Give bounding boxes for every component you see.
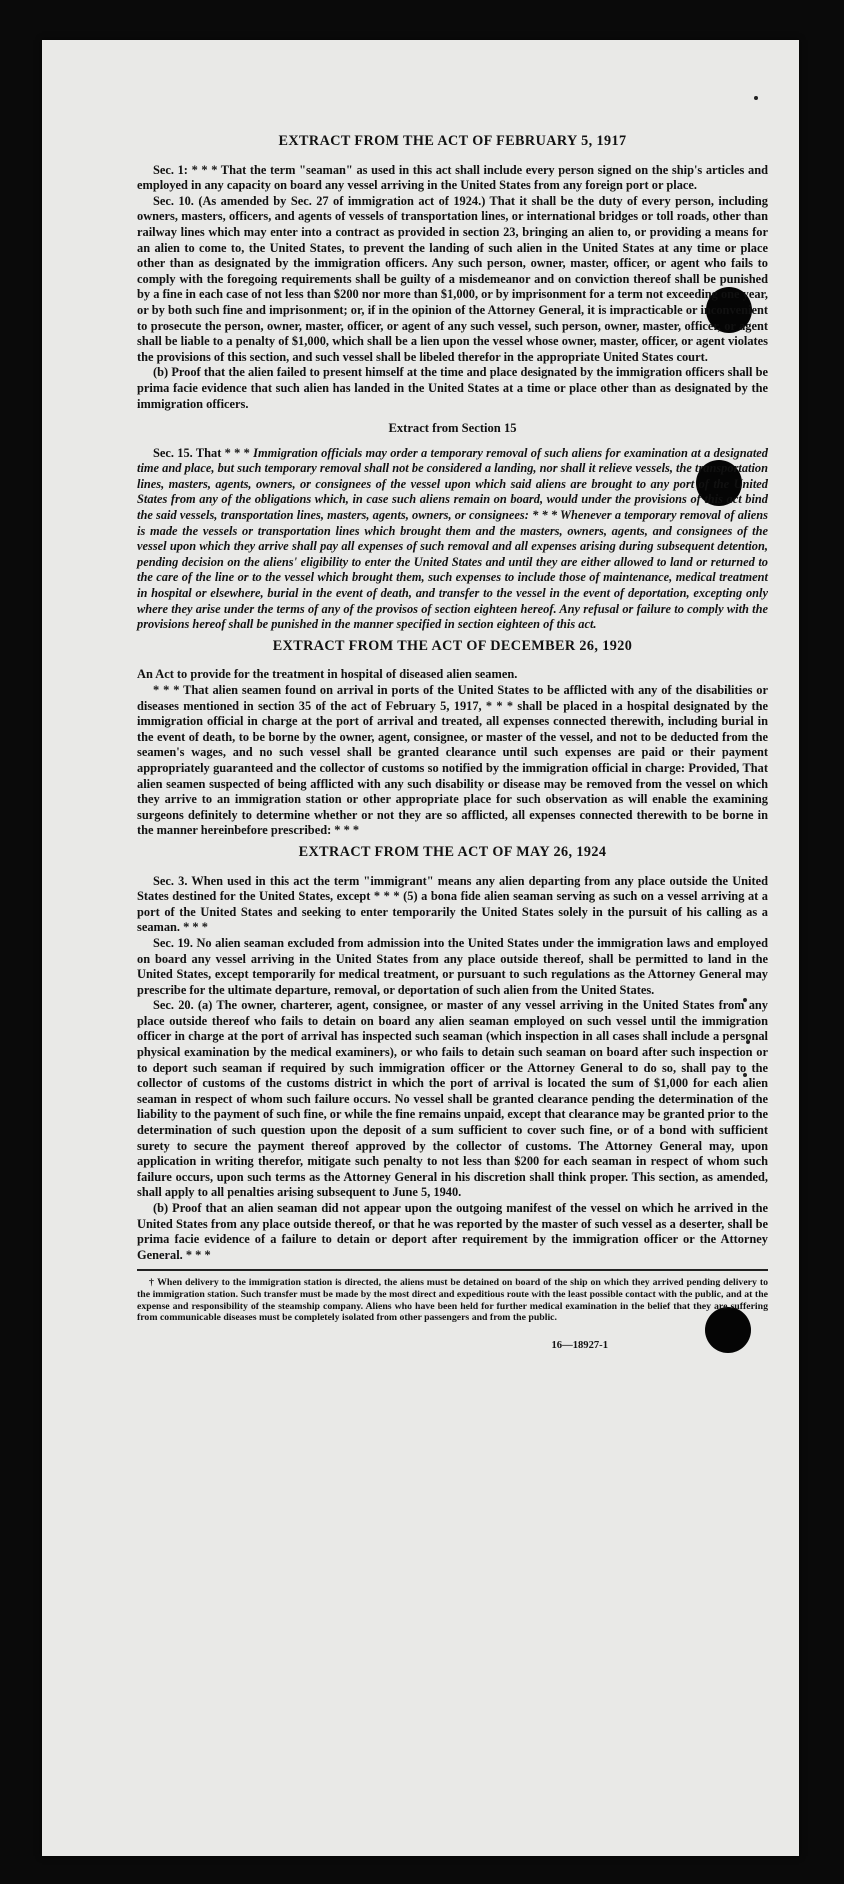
paragraph-sec-10: Sec. 10. (As amended by Sec. 27 of immigration act of 1924.) That it shall be the duty of every person, including owners, masters, officers, and agents of vessels of transportation lines, or international bridges or toll roads, other than railway lines which may enter into a contract as provided in section 23, bringing an alien to, or providing a means for an alien to come to, the United States, to prevent the landing of such alien in the United States at any time or place other than as designated by the immigration officers. Any such person, owner, master, officer, or agent who fails to comply with the foregoing requirements shall be guilty of a misdemeanor and on conviction thereof shall be punished by a fine in each case of not less than $200 nor more than $1,000, or by imprisonment for a term not exceeding one year, or by both such fine and imprisonment; or, if in the opinion of the Attorney General, it is impracticable or inconvenient to prosecute the person, owner, master, officer, or agent of any such vessel, such person, owner, master, officer, or agent shall be liable to a penalty of $1,000, which shall be a lien upon the vessel whose owner, master, officer, or agent violates the provisions of this section, and such vessel shall be libeled therefor in the appropriate United States court. <box>137 193 768 364</box>
section-heading-1920: EXTRACT FROM THE ACT OF DECEMBER 26, 1920 <box>272 637 633 654</box>
paragraph-sec-20-b: (b) Proof that an alien seaman did not appear upon the outgoing manifest of the vessel on which he arrived in the United States from any place outside thereof, or that he was reported by the master of such vessel as a deserter, shall be prima facie evidence of a failure to detain or deport after requirement by the immigration officer or the Attorney General. * * * <box>137 1201 768 1262</box>
sec-15-italic-text: Immigration officials may order a temporary removal of such aliens for examination at a designated time and place, but such temporary removal shall not be considered a landing, nor shall it relieve vessels, the transportation lines, masters, agents, owners, or consignees of the vessel upon which said aliens are brought to any port of the United States from any of the obligations which, in case such aliens remain on board, would under the provisions of this act bind the said vessels, transportation lines, masters, agents, owners, or consignees: * * * Whenever a temporary removal of aliens is made the vessels or transportation lines which brought them and the masters, owners, agents, and consignees of the vessel upon which they arrive shall pay all expenses of such removal and all expenses arising during subsequent detention, pending decision on the aliens' eligibility to enter the United States and until they are either allowed to land or returned to the care of the line or to the vessel which brought them, such expenses to include those of maintenance, medical treatment in hospital or elsewhere, burial in the event of death, and transfer to the vessel in the event of deportation, excepting only where they arise under the terms of any of the provisos of section eighteen hereof. Any refusal or failure to comply with the provisions hereof shall be punished in the manner specified in section eighteen of this act. <box>137 445 768 632</box>
section-heading-1924: EXTRACT FROM THE ACT OF MAY 26, 1924 <box>298 843 607 860</box>
footnote-text: † When delivery to the immigration station is directed, the aliens must be detained on board of the ship on which they arrived pending delivery to the immigration station. Such transfer must be made by the most direct and expeditious route with the least possible contact with the public, and at the expense and responsibility of the steamship company. Aliens who have been held for further medical examination in the belief that they are suffering from communicable diseases must be completely isolated from other passengers and from the public. <box>137 1277 768 1324</box>
footnote <box>137 1277 768 1323</box>
paragraph-1920-intro: An Act to provide for the treatment in hospital of diseased alien seamen. <box>137 667 518 682</box>
paragraph-sec-15 <box>137 446 768 633</box>
section-heading-1917: EXTRACT FROM THE ACT OF FEBRUARY 5, 1917 <box>278 133 627 149</box>
paragraph-sec-20-a: Sec. 20. (a) The owner, charterer, agent, consignee, or master of any vessel arriving in the United States from any place outside thereof who fails to detain on board any alien seaman employed on such vessel until the immigration officer in charge at the port of arrival has inspected such seaman (which inspection in all cases shall include a personal physical examination by the medical examiners), or who fails to detain such seaman on board after such inspection or to deport such seaman if required by such immigration officer or the Attorney General to do so, shall pay to the collector of customs of the customs district in which the port of arrival is located the sum of $1,000 for each alien seaman in respect of whom such failure occurs. No vessel shall be granted clearance pending the determination of the liability to the payment of such fine, or while the fine remains unpaid, except that clearance may be granted prior to the determination of such question upon the deposit of a sum sufficient to cover such fine, or of a bond with sufficient surety to secure the payment thereof approved by the collector of customs. The Attorney General may, upon application in writing therefor, mitigate such penalty to not less than $200 for each seaman in respect of whom such failure occurs, upon such terms as the Attorney General in his discretion shall think proper. This section, as amended, shall apply to all penalties arising subsequent to June 5, 1940. <box>137 998 768 1200</box>
footnote-rule <box>137 1269 768 1271</box>
paragraph-sec-10-b: (b) Proof that the alien failed to present himself at the time and place designated by the immigration officers shall be prima facie evidence that such alien has landed in the United States at a time or place other than as designated by the immigration officers. <box>137 365 768 411</box>
speck <box>754 96 758 100</box>
paragraph-sec-19: Sec. 19. No alien seaman excluded from admission into the United States under the immigration laws and employed on board any vessel arriving in the United States from any place outside thereof, shall be permitted to land in the United States, except temporarily for medical treatment, or pursuant to such regulations as the Attorney General may prescribe for the ultimate departure, removal, or deportation of such alien from the United States. <box>137 935 768 997</box>
document-number: 16—18927-1 <box>551 1339 608 1351</box>
paragraph-sec-3: Sec. 3. When used in this act the term "immigrant" means any alien departing from any place outside the United States destined for the United States, except * * * (5) a bona fide alien seaman serving as such on a vessel arriving at a port of the United States and seeking to enter temporarily the United States solely in the pursuit of his calling as a seaman. * * * <box>137 873 768 935</box>
paragraph-sec-1: Sec. 1: * * * That the term "seaman" as used in this act shall include every person signed on the ship's articles and employed in any capacity on board any vessel arriving in the United States from any foreign port or place. <box>137 162 768 193</box>
document-page <box>42 40 799 1856</box>
paragraph-1920-body: * * * That alien seamen found on arrival in ports of the United States to be afflicted with any of the disabilities or diseases mentioned in section 35 of the act of February 5, 1917, * * * shall be placed in a hospital designated by the immigration official in charge at the port of arrival and treated, all expenses connected therewith, including burial in the event of death, to be borne by the owner, agent, consignee, or master of the vessel, and not to be deducted from the seamen's wages, and no such vessel shall be granted clearance until such expenses are paid or their payment appropriately guaranteed and the collector of customs so notified by the immigration official in charge: Provided, That alien seamen suspected of being afflicted with any such disability or disease may be removed from the vessel on which they arrive to an immigration station or other appropriate place for such observation as will enable the examining surgeons definitely to determine whether or not they are so afflicted, all expenses connected therewith to be borne in the manner hereinbefore prescribed: * * * <box>137 683 768 838</box>
sec-15-lead: Sec. 15. That * * * <box>153 445 250 460</box>
document-body <box>137 134 768 1353</box>
section-subheading-15: Extract from Section 15 <box>388 421 517 436</box>
